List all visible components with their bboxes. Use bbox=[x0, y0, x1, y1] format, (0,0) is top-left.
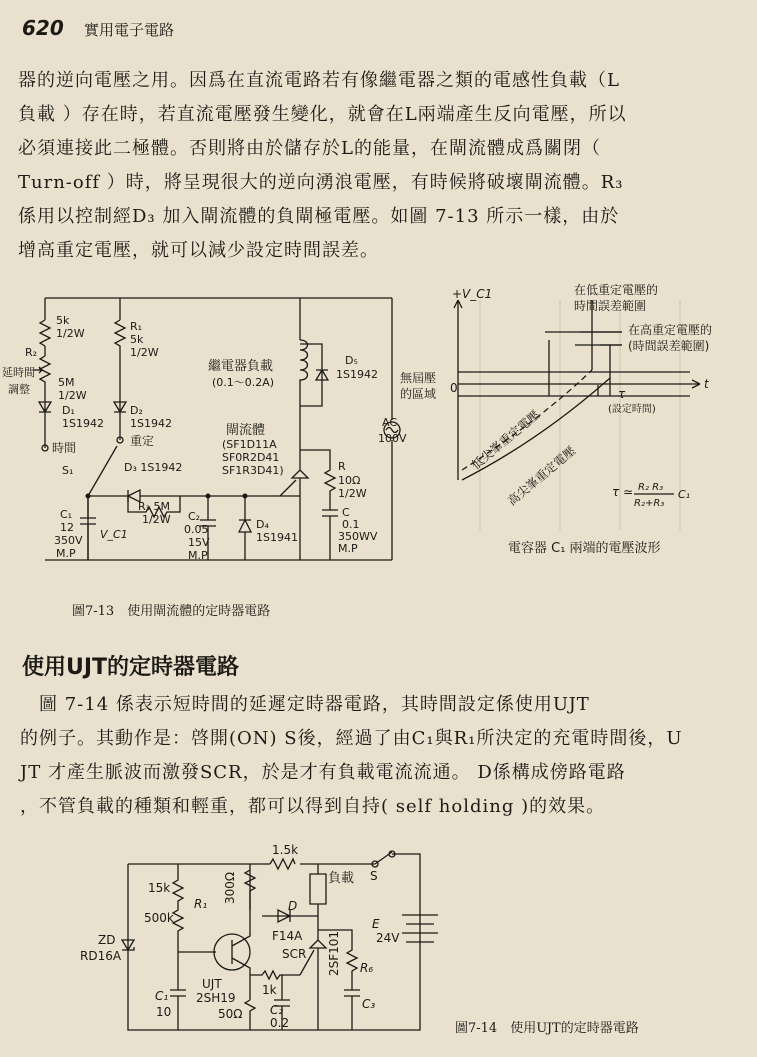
label: RD16A bbox=[80, 949, 122, 963]
figure-caption: 圖7-13 使用閘流體的定時器電路 bbox=[72, 604, 271, 619]
label: S bbox=[370, 869, 378, 883]
label: 在高重定電壓的 bbox=[628, 323, 713, 337]
formula: C₁ bbox=[678, 488, 691, 501]
label: M.P bbox=[338, 542, 358, 555]
label: R₁ bbox=[194, 897, 208, 911]
label: (時間誤差範圍) bbox=[628, 339, 710, 353]
label: (設定時間) bbox=[608, 404, 656, 415]
label: D bbox=[288, 899, 298, 913]
label: D₃ 1S1942 bbox=[124, 461, 183, 474]
label: 1.5k bbox=[272, 843, 299, 857]
label: 延時間 bbox=[2, 366, 35, 379]
label: R bbox=[338, 460, 346, 473]
text-line: ，不管負載的種類和輕重，都可以得到自持( self holding )的效果。 bbox=[20, 796, 606, 817]
label: 的區域 bbox=[400, 387, 437, 401]
waveform-caption: 電容器 C₁ 兩端的電壓波形 bbox=[508, 541, 661, 556]
label: 350WV bbox=[338, 530, 378, 543]
label: AC bbox=[382, 416, 398, 429]
label: 1k bbox=[262, 983, 277, 997]
label: 5k bbox=[56, 314, 70, 327]
label: 繼電器負載 bbox=[208, 359, 274, 374]
label: 2SF101 bbox=[327, 930, 341, 976]
label: t bbox=[704, 377, 709, 391]
text-line: 係用以控制經D₃ 加入閘流體的負閘極電壓。如圖 7-13 所示一樣，由於 bbox=[18, 206, 620, 227]
label: UJT bbox=[202, 977, 222, 991]
label: 0.05 bbox=[184, 523, 209, 536]
label: 1/2W bbox=[130, 346, 159, 359]
text-line: JT 才產生脈波而激發SCR，於是才有負載電流流通。 D係構成傍路電路 bbox=[20, 762, 626, 783]
label: 1S1942 bbox=[336, 368, 378, 381]
formula: τ ≃ bbox=[612, 485, 634, 499]
label: C₂ bbox=[270, 1003, 284, 1017]
label: 5k bbox=[130, 333, 144, 346]
label: 5M bbox=[58, 376, 75, 389]
label: C bbox=[342, 506, 350, 519]
label: 負載 bbox=[328, 871, 355, 886]
curve-label: 低尖峯重定電壓 bbox=[468, 407, 543, 473]
label: R₂ bbox=[25, 346, 38, 359]
label: C₁ bbox=[60, 508, 73, 521]
running-head: 實用電子電路 bbox=[84, 21, 175, 39]
label: M.P bbox=[188, 549, 208, 562]
label: 10 bbox=[156, 1005, 172, 1019]
label: SF1R3D41) bbox=[222, 464, 284, 477]
label: 閘流體 bbox=[226, 423, 266, 438]
text-line: 負載 ）存在時，若直流電壓發生變化，就會在L兩端產生反向電壓，所以 bbox=[18, 104, 627, 125]
label: M.P bbox=[56, 547, 76, 560]
label: 500k bbox=[144, 911, 174, 925]
label: D₅ bbox=[345, 354, 358, 367]
label: ZD bbox=[98, 933, 116, 947]
label: C₃ bbox=[362, 997, 376, 1011]
label: S₁ bbox=[62, 464, 74, 477]
label: R₆ bbox=[360, 961, 374, 975]
figure-7-13-labels bbox=[2, 314, 407, 562]
text-line: 必須連接此二極體。否則將由於儲存於L的能量，在閘流體成爲關閉（ bbox=[18, 138, 601, 159]
page-number: 620 bbox=[22, 16, 64, 40]
label: V_C1 bbox=[100, 528, 128, 541]
label: 0.1 bbox=[342, 518, 360, 531]
formula: R₂ R₃ bbox=[638, 482, 664, 493]
text-line: 器的逆向電壓之用。因爲在直流電路若有像繼電器之類的電感性負載（L bbox=[18, 70, 620, 91]
label: 100V bbox=[378, 432, 407, 445]
label: (0.1～0.2A) bbox=[212, 376, 275, 389]
label: SF0R2D41 bbox=[222, 451, 280, 464]
label: 時間 bbox=[52, 441, 77, 455]
label: 1/2W bbox=[58, 389, 87, 402]
label: 12 bbox=[60, 521, 74, 534]
text-line: 增高重定電壓，就可以減少設定時間誤差。 bbox=[18, 240, 379, 261]
label: 300Ω bbox=[223, 871, 237, 904]
label: 1/2W bbox=[142, 513, 171, 526]
label: 1/2W bbox=[338, 487, 367, 500]
label: 0.2 bbox=[270, 1016, 290, 1030]
label: SCR bbox=[282, 947, 307, 961]
label: 調整 bbox=[8, 383, 30, 396]
label: 1S1942 bbox=[62, 417, 104, 430]
label: R₁ bbox=[130, 320, 143, 333]
section-heading: 使用UJT的定時器電路 bbox=[22, 655, 240, 680]
label: 時間誤差範圍 bbox=[574, 299, 647, 313]
label: 24V bbox=[376, 931, 400, 945]
label: 50Ω bbox=[218, 1007, 243, 1021]
label: 1S1941 bbox=[256, 531, 298, 544]
text-line: 的例子。其動作是：啓開(ON) S後，經過了由C₁與R₁所決定的充電時間後，U bbox=[20, 728, 683, 749]
label: 15V bbox=[188, 536, 210, 549]
label: 15k bbox=[148, 881, 171, 895]
label: 10Ω bbox=[338, 474, 361, 487]
label: E bbox=[372, 917, 380, 931]
text-line: Turn-off ）時，將呈現很大的逆向湧浪電壓，有時候將破壞閘流體。R₃ bbox=[18, 172, 624, 193]
label: D₁ bbox=[62, 404, 75, 417]
label: F14A bbox=[272, 929, 303, 943]
label: 0 bbox=[450, 381, 458, 395]
label: 350V bbox=[54, 534, 83, 547]
figure-caption: 圖7-14 使用UJT的定時器電路 bbox=[455, 1021, 639, 1036]
formula: R₂+R₃ bbox=[634, 498, 665, 509]
figure-7-13-waveform-labels bbox=[400, 282, 712, 556]
label: C₁ bbox=[155, 989, 169, 1003]
label: 無屆壓 bbox=[400, 371, 437, 385]
text-line: 圖 7-14 係表示短時間的延遲定時器電路，其時間設定係使用UJT bbox=[20, 694, 590, 715]
label: 1S1942 bbox=[130, 417, 172, 430]
label: R₃ 5M bbox=[138, 500, 171, 513]
label: C₂ bbox=[188, 510, 201, 523]
label: (SF1D11A bbox=[222, 438, 277, 451]
label: D₄ bbox=[256, 518, 269, 531]
curve-label: 高尖峯重定電壓 bbox=[504, 443, 579, 509]
label: D₂ bbox=[130, 404, 143, 417]
label: 2SH19 bbox=[196, 991, 236, 1005]
label: 在低重定電壓的 bbox=[574, 283, 659, 297]
label: 重定 bbox=[130, 434, 155, 448]
label: 1/2W bbox=[56, 327, 85, 340]
paragraph-ujt bbox=[20, 688, 683, 824]
label: +V_C1 bbox=[452, 287, 493, 301]
label: τ bbox=[618, 387, 626, 401]
